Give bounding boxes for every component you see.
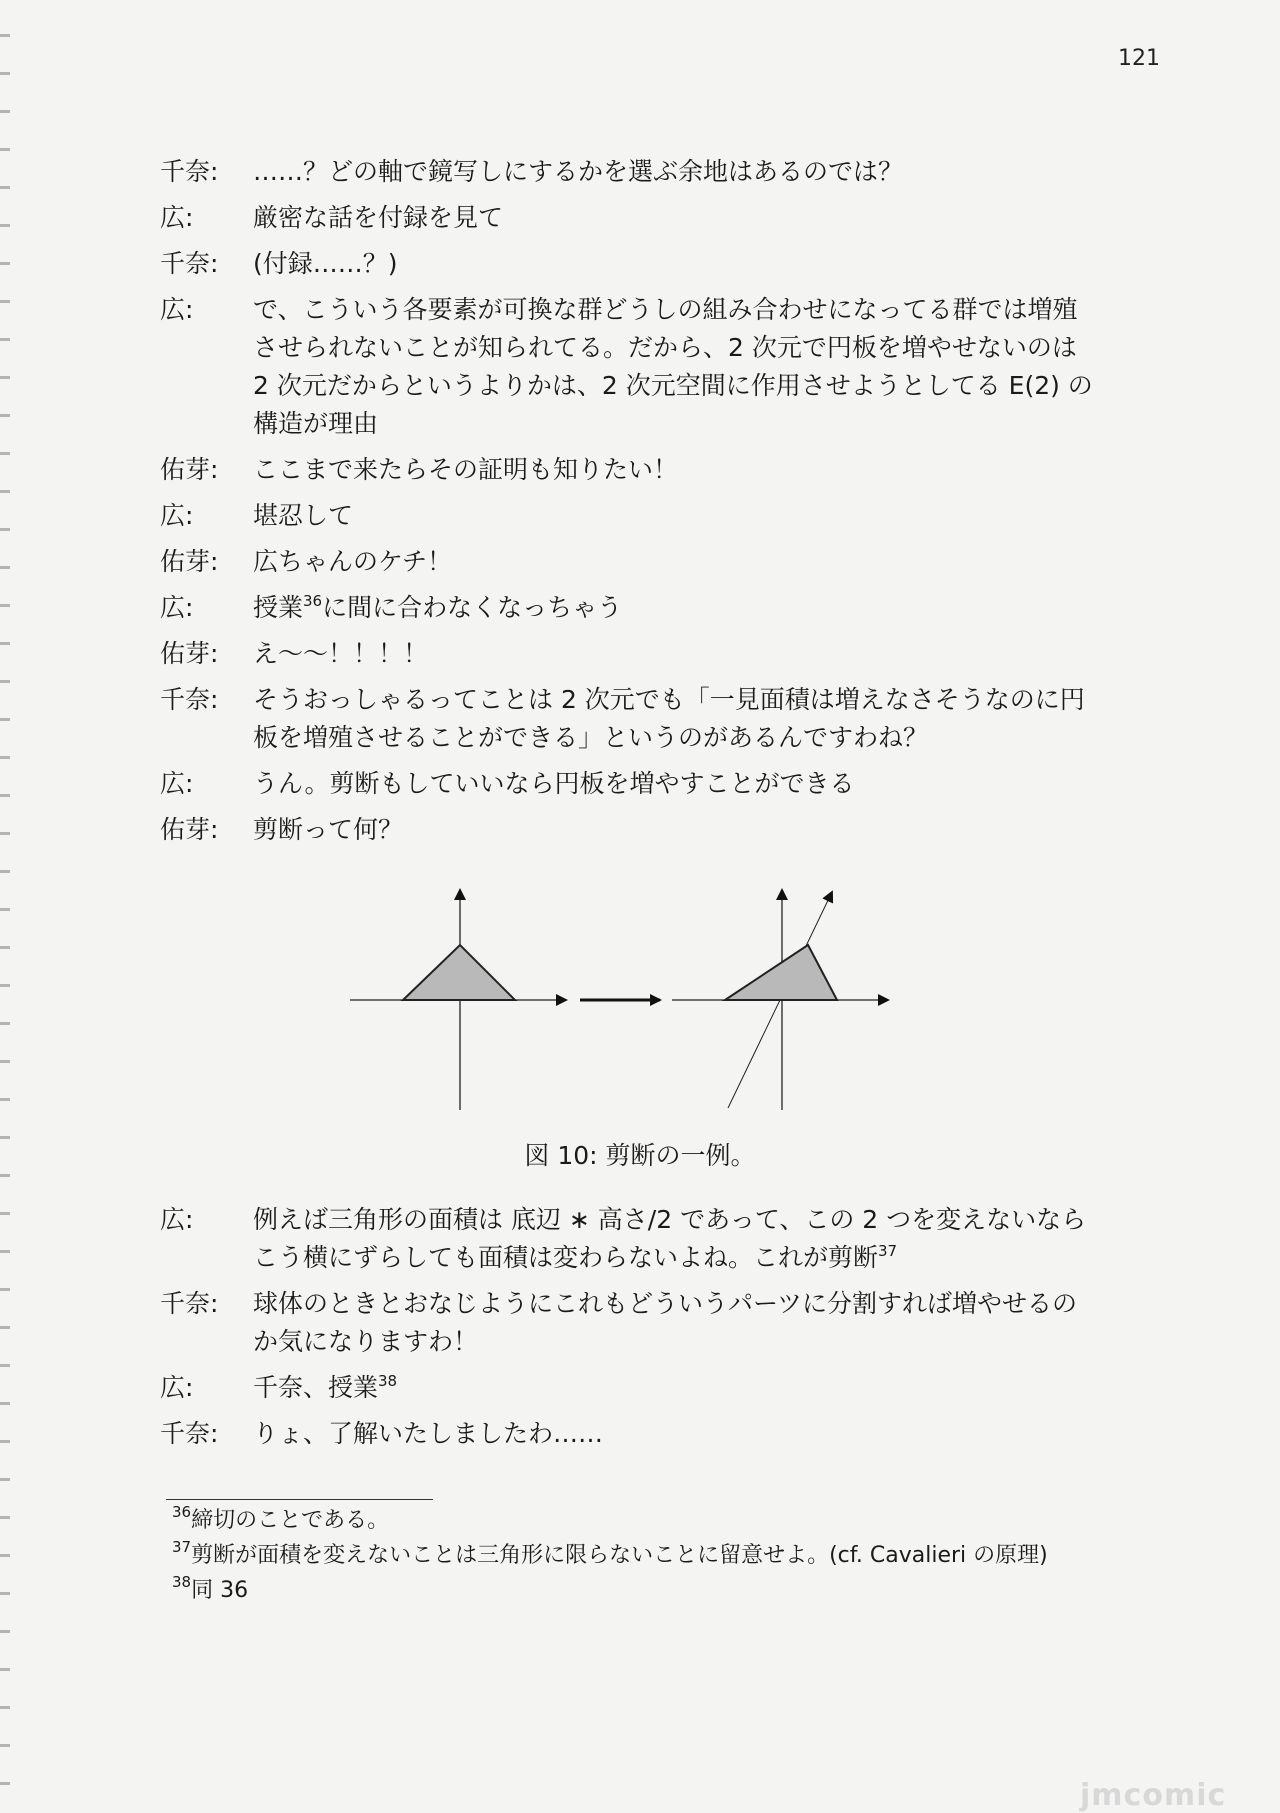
dialogue-line — [160, 291, 1100, 443]
line-text-part: 例えば三角形の面積は 底辺 ∗ 高さ/2 であって、この 2 つを変えないならこう横にずらしても面積は変わらないよね。これが剪断 — [253, 1205, 1087, 1272]
dialogue-line — [160, 497, 1100, 535]
footnote — [160, 1540, 1090, 1571]
binding-edge — [0, 0, 10, 1813]
sheared-triangle — [725, 945, 837, 1000]
speaker: 千奈: — [160, 1419, 219, 1448]
footnote-number: 38 — [172, 1573, 192, 1591]
footnote — [160, 1505, 1090, 1536]
shear-figure — [340, 880, 900, 1120]
triangle — [403, 945, 515, 1000]
speaker: 千奈: — [160, 685, 219, 714]
dialogue-line — [160, 1369, 1100, 1407]
dialogue-top — [160, 153, 1100, 857]
dialogue-line — [160, 681, 1100, 757]
dialogue-line — [160, 153, 1100, 191]
footnote-number: 37 — [172, 1538, 192, 1556]
dialogue-line — [160, 635, 1100, 673]
speaker: 広: — [160, 1205, 194, 1234]
speaker: 広: — [160, 295, 194, 324]
speaker: 広: — [160, 769, 194, 798]
speaker: 広: — [160, 593, 194, 622]
footnote-ref: 38 — [378, 1372, 398, 1390]
dialogue-line — [160, 199, 1100, 237]
line-text-part: 千奈、授業 — [253, 1373, 379, 1402]
original-diagram — [350, 890, 566, 1110]
dialogue-line — [160, 1201, 1100, 1277]
line-text: (付録……？) — [253, 249, 398, 278]
footnote-text: 締切のことである。 — [191, 1508, 390, 1533]
line-text — [253, 1369, 1100, 1407]
line-text: で、こういう各要素が可換な群どうしの組み合わせになってる群では増殖させられないことが知られてる。だから、2 次元で円板を増やせないのは 2 次元だからというよりかは、2 次元空間に作用させようとしてる E(2) の構造が理由 — [253, 295, 1093, 438]
line-text: ……？どの軸で鏡写しにするかを選ぶ余地はあるのでは？ — [253, 157, 904, 186]
speaker: 佑芽: — [160, 815, 219, 844]
speaker: 佑芽: — [160, 639, 219, 668]
footnote-number: 36 — [172, 1503, 192, 1521]
footnote-ref: 37 — [878, 1242, 898, 1260]
line-text: ここまで来たらその証明も知りたい！ — [253, 455, 679, 484]
speaker: 広: — [160, 203, 194, 232]
line-text: そうおっしゃるってことは 2 次元でも「一見面積は増えなさそうなのに円板を増殖させることができる」というのがあるんですわね？ — [253, 685, 1085, 752]
line-text: りょ、了解いたしましたわ…… — [253, 1419, 604, 1448]
line-text: 剪断って何？ — [253, 815, 404, 844]
speaker: 千奈: — [160, 249, 219, 278]
figure-caption: 図 10: 剪断の一例。 — [524, 1141, 756, 1170]
dialogue-line — [160, 765, 1100, 803]
footnotes — [160, 1505, 1090, 1610]
line-text — [253, 589, 1100, 627]
footnote-text: 剪断が面積を変えないことは三角形に限らないことに留意せよ。(cf. Cavalieri の原理) — [191, 1543, 1048, 1568]
speaker: 佑芽: — [160, 455, 219, 484]
line-text-part: に間に合わなくなっちゃう — [322, 593, 623, 622]
line-text: 球体のときとおなじようにこれもどういうパーツに分割すれば増やせるのか気になりますわ！ — [253, 1289, 1078, 1356]
speaker: 広: — [160, 1373, 194, 1402]
line-text: 広ちゃんのケチ！ — [253, 547, 453, 576]
speaker: 広: — [160, 501, 194, 530]
footnote-ref: 36 — [303, 592, 323, 610]
sheared-diagram — [672, 890, 888, 1110]
footnote — [160, 1575, 1090, 1606]
dialogue-line — [160, 543, 1100, 581]
footnote-text: 同 36 — [191, 1578, 249, 1603]
dialogue-line — [160, 245, 1100, 283]
dialogue-line — [160, 1415, 1100, 1453]
line-text: うん。剪断もしていいなら円板を増やすことができる — [253, 769, 855, 798]
line-text: え〜〜！！！！ — [253, 639, 429, 668]
speaker: 千奈: — [160, 157, 219, 186]
dialogue-line — [160, 811, 1100, 849]
page-number: 121 — [1118, 46, 1160, 71]
dialogue-bottom — [160, 1201, 1100, 1461]
dialogue-line — [160, 451, 1100, 489]
footnote-rule — [166, 1499, 433, 1500]
dialogue-line — [160, 589, 1100, 627]
dialogue-line — [160, 1285, 1100, 1361]
line-text: 厳密な話を付録を見て — [253, 203, 504, 232]
speaker: 佑芽: — [160, 547, 219, 576]
line-text: 堪忍して — [253, 501, 354, 530]
watermark: jmcomic — [1080, 1778, 1227, 1813]
line-text — [253, 1201, 1100, 1277]
line-text-part: 授業 — [253, 593, 304, 622]
speaker: 千奈: — [160, 1289, 219, 1318]
